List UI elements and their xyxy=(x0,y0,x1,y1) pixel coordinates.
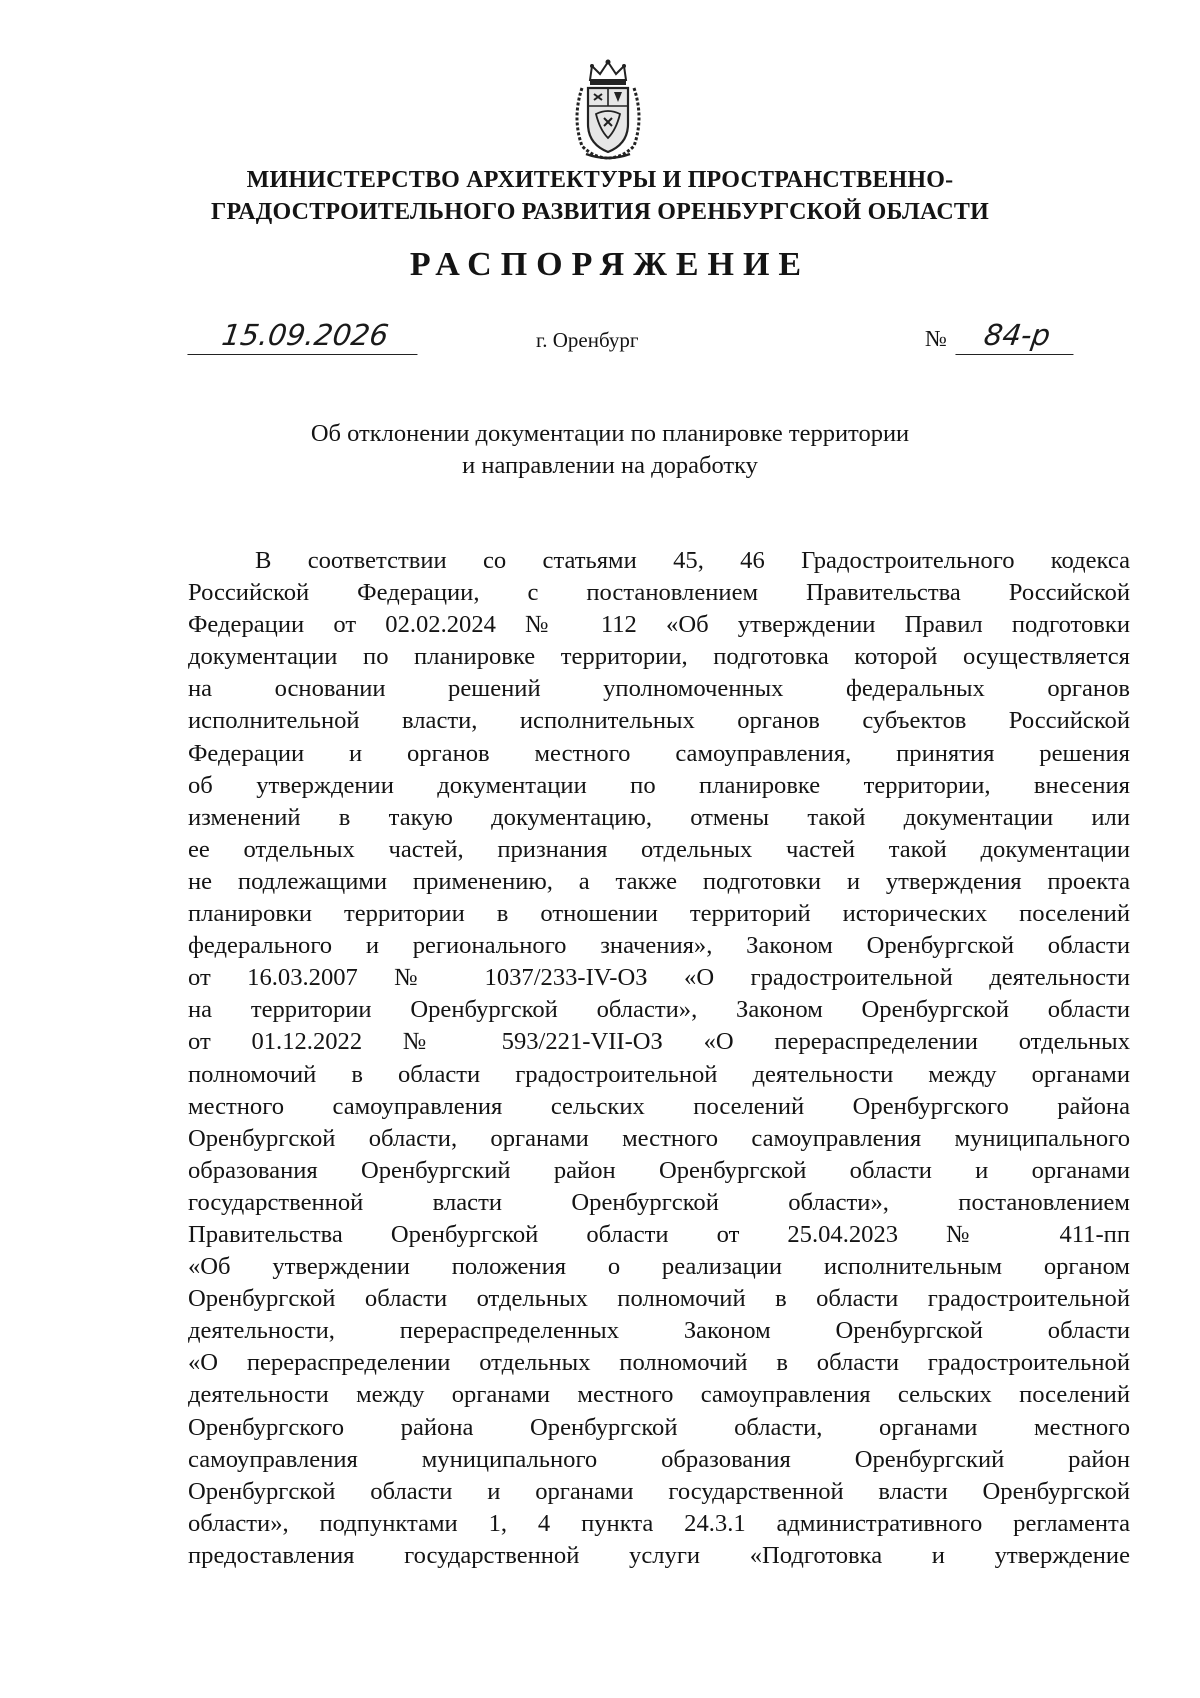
document-body xyxy=(188,545,1130,1572)
body-line: на территории Оренбургской области», Законом Оренбургской области xyxy=(188,996,1130,1024)
body-line: на основании решений уполномоченных федеральных органов xyxy=(188,675,1130,703)
body-line: не подлежащими применению, а также подготовки и утверждения проекта xyxy=(188,867,1130,895)
body-line: области», подпунктами 1, 4 пункта 24.3.1 административного регламента xyxy=(188,1509,1130,1537)
body-line: Оренбургской области и органами государственной власти Оренбургской xyxy=(188,1477,1130,1505)
body-line: Федерации от 02.02.2024 № 112 «Об утверждении Правил подготовки xyxy=(188,611,1130,639)
document-city: г. Оренбург xyxy=(536,328,639,352)
document-number-label: № xyxy=(925,326,947,351)
ministry-name xyxy=(150,164,1050,228)
body-line: от 16.03.2007 № 1037/233-IV-ОЗ «О градостроительной деятельности xyxy=(188,964,1130,992)
document-date: 15.09.2026 xyxy=(187,318,422,355)
body-line: от 01.12.2022 № 593/221-VII-ОЗ «О перераспределении отдельных xyxy=(188,1028,1130,1056)
body-line: об утверждении документации по планировке территории, внесения xyxy=(188,771,1130,799)
document-type-title: РАСПОРЯЖЕНИЕ xyxy=(409,246,811,283)
body-line: федерального и регионального значения», Законом Оренбургской области xyxy=(188,932,1130,960)
body-line: Оренбургской области, органами местного самоуправления муниципального xyxy=(188,1124,1130,1152)
body-line: «О перераспределении отдельных полномочий в области градостроительной xyxy=(188,1349,1130,1377)
ministry-name-line-1: МИНИСТЕРСТВО АРХИТЕКТУРЫ И ПРОСТРАНСТВЕННО- xyxy=(246,167,954,193)
body-line: планировки территории в отношении территорий исторических поселений xyxy=(188,900,1130,928)
body-line: деятельности между органами местного самоуправления сельских поселений xyxy=(188,1381,1130,1409)
document-subject xyxy=(200,418,1020,482)
body-line: самоуправления муниципального образования Оренбургский район xyxy=(188,1445,1130,1473)
body-line: документации по планировке территории, подготовка которой осуществляется xyxy=(188,643,1130,671)
body-line: Правительства Оренбургской области от 25.04.2023 № 411-пп xyxy=(188,1220,1130,1248)
subject-line-2: и направлении на доработку xyxy=(462,452,758,479)
document-meta-row xyxy=(0,318,1200,358)
oblast-coat-of-arms-icon xyxy=(568,58,648,162)
body-line: В соответствии со статьями 45, 46 Градостроительного кодекса xyxy=(255,547,1130,574)
body-line: Оренбургского района Оренбургской области, органами местного xyxy=(188,1413,1130,1441)
body-line: деятельности, перераспределенных Законом Оренбургской области xyxy=(188,1317,1130,1345)
body-line: «Об утверждении положения о реализации исполнительным органом xyxy=(188,1253,1130,1281)
body-line: местного самоуправления сельских поселений Оренбургского района xyxy=(188,1092,1130,1120)
body-line: полномочий в области градостроительной деятельности между органами xyxy=(188,1060,1130,1088)
body-line: Федерации и органов местного самоуправления, принятия решения xyxy=(188,739,1130,767)
document-number: 84-р xyxy=(955,318,1078,355)
body-line: ее отдельных частей, признания отдельных частей такой документации xyxy=(188,835,1130,863)
body-line: Российской Федерации, с постановлением Правительства Российской xyxy=(188,579,1130,607)
ministry-name-line-2: ГРАДОСТРОИТЕЛЬНОГО РАЗВИТИЯ ОРЕНБУРГСКОЙ ОБЛАСТИ xyxy=(211,199,989,225)
body-line: изменений в такую документацию, отмены такой документации или xyxy=(188,803,1130,831)
body-line: Оренбургской области отдельных полномочий в области градостроительной xyxy=(188,1285,1130,1313)
body-line: предоставления государственной услуги «Подготовка и утверждение xyxy=(188,1541,1130,1569)
body-line: государственной власти Оренбургской области», постановлением xyxy=(188,1188,1130,1216)
subject-line-1: Об отклонении документации по планировке территории xyxy=(310,420,910,447)
body-line: образования Оренбургский район Оренбургской области и органами xyxy=(188,1156,1130,1184)
body-line: исполнительной власти, исполнительных органов субъектов Российской xyxy=(188,707,1130,735)
